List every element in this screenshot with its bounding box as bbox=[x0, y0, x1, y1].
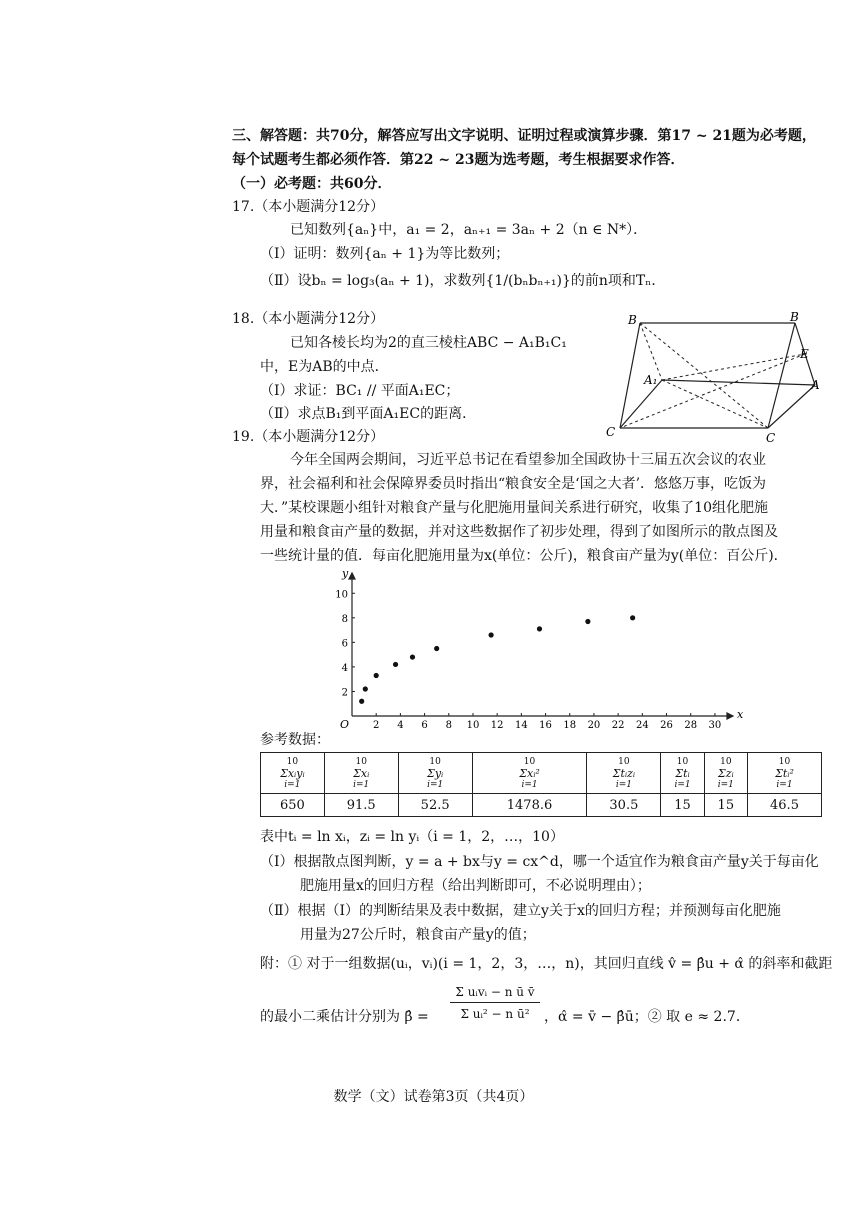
q19-part1-b: 肥施用量x的回归方程（给出判断即可，不必说明理由）； bbox=[300, 878, 651, 894]
sum-lower-limit: i=1 bbox=[674, 779, 691, 790]
q19-para-1: 今年全国两会期间，习近平总书记在看望参加全国政协十三届五次会议的农业 bbox=[290, 452, 766, 468]
x-tick-label: 24 bbox=[635, 720, 649, 731]
sum-upper-limit: 10 bbox=[523, 756, 536, 767]
reference-table bbox=[260, 752, 822, 817]
part-title: （一）必考题：共60分． bbox=[232, 176, 392, 192]
data-point bbox=[630, 615, 635, 620]
sum-expression: Σyᵢ bbox=[427, 766, 444, 780]
ref-value-cell: 1478.6 bbox=[472, 794, 587, 817]
sum-expression: Σzᵢ bbox=[717, 766, 734, 780]
x-tick-label: 26 bbox=[660, 720, 673, 731]
q19-part2-a: （Ⅱ）根据（Ⅰ）的判断结果及表中数据，建立y关于x的回归方程；并预测每亩化肥施 bbox=[260, 903, 781, 919]
q17-part2: （Ⅱ）设bₙ = log₃(aₙ + 1)，求数列{1/(bₙbₙ₊₁)}的前n项和Tₙ． bbox=[260, 273, 666, 289]
ref-header-cell bbox=[398, 753, 472, 794]
sum-expression: Σxᵢ² bbox=[519, 766, 540, 780]
ref-value-cell: 91.5 bbox=[324, 794, 398, 817]
y-axis-label: y bbox=[342, 567, 349, 580]
sum-lower-limit: i=1 bbox=[776, 779, 793, 790]
x-tick-label: 10 bbox=[466, 720, 480, 731]
x-tick-label: 16 bbox=[539, 720, 552, 731]
label-A: A bbox=[811, 378, 820, 392]
x-tick-label: 14 bbox=[514, 720, 528, 731]
data-point bbox=[393, 662, 398, 667]
x-tick-label: 6 bbox=[421, 720, 428, 731]
y-tick-label: 4 bbox=[341, 662, 348, 674]
y-tick-label: 6 bbox=[341, 638, 348, 650]
sum-expression: Σxᵢyᵢ bbox=[280, 766, 305, 780]
ref-header-cell bbox=[661, 753, 704, 794]
ref-value-cell: 650 bbox=[261, 794, 325, 817]
x-axis-label: x bbox=[737, 708, 744, 721]
x-tick-label: 12 bbox=[490, 720, 504, 731]
q18-stem-1: 已知各棱长均为2的直三棱柱ABC − A₁B₁C₁ bbox=[290, 335, 567, 351]
x-axis-arrow bbox=[727, 713, 733, 719]
x-tick-label: 30 bbox=[708, 720, 722, 731]
sum-lower-limit: i=1 bbox=[427, 779, 444, 790]
sum-upper-limit: 10 bbox=[618, 756, 630, 767]
sum-lower-limit: i=1 bbox=[717, 779, 734, 790]
data-point bbox=[585, 619, 590, 624]
sum-upper-limit: 10 bbox=[676, 756, 689, 767]
appendix-line-1: 附：① 对于一组数据(uᵢ，vᵢ)(i = 1，2，3，…，n)，其回归直线 v̂ = β̂u + α̂ 的斜率和截距 bbox=[260, 956, 833, 972]
section-title-cont: 每个试题考生都必须作答．第22 ~ 23题为选考题，考生根据要求作答． bbox=[232, 152, 685, 168]
reference-label: 参考数据： bbox=[260, 732, 330, 748]
data-point bbox=[489, 632, 494, 637]
q18-heading: 18.（本小题满分12分） bbox=[232, 311, 385, 327]
ref-header-cell bbox=[747, 753, 821, 794]
sum-lower-limit: i=1 bbox=[353, 779, 370, 790]
sum-upper-limit: 10 bbox=[355, 756, 367, 767]
sum-upper-limit: 10 bbox=[778, 756, 791, 767]
ref-header-cell bbox=[704, 753, 747, 794]
data-point bbox=[434, 646, 439, 651]
y-axis-arrow bbox=[349, 573, 355, 579]
data-point bbox=[374, 673, 379, 678]
label-C1: C bbox=[606, 425, 616, 439]
q19-para-3: 大．”某校课题小组针对粮食产量与化肥施用量间关系进行研究，收集了10组化肥施 bbox=[260, 500, 768, 516]
beta-numerator: Σ uᵢvᵢ − n ū v̄ bbox=[450, 985, 540, 1003]
q17-stem: 已知数列{aₙ}中，a₁ = 2，aₙ₊₁ = 3aₙ + 2（n ∈ N*）． bbox=[290, 222, 648, 238]
q19-part1-a: （Ⅰ）根据散点图判断，y = a + bx与y = cx^d，哪一个适宜作为粮食亩产量y关于每亩化 bbox=[260, 854, 819, 870]
data-point bbox=[359, 699, 364, 704]
ref-header-cell bbox=[261, 753, 325, 794]
reference-table-header-row bbox=[261, 753, 822, 794]
ref-header-cell bbox=[472, 753, 587, 794]
ref-value-cell: 15 bbox=[704, 794, 747, 817]
sum-lower-limit: i=1 bbox=[521, 779, 538, 790]
sum-expression: Σtᵢ² bbox=[775, 766, 794, 780]
sum-expression: Σxᵢ bbox=[353, 766, 370, 780]
y-tick-label: 2 bbox=[341, 687, 348, 699]
reference-table-value-row bbox=[261, 794, 822, 817]
q17-part1: （Ⅰ）证明：数列{aₙ + 1}为等比数列； bbox=[260, 246, 510, 262]
ref-header-cell bbox=[324, 753, 398, 794]
ref-header-cell bbox=[587, 753, 661, 794]
x-tick-label: 18 bbox=[563, 720, 577, 731]
label-A1: A₁ bbox=[644, 373, 658, 387]
table-note: 表中tᵢ = ln xᵢ，zᵢ = ln yᵢ（i = 1，2，…，10） bbox=[260, 829, 564, 845]
q19-para-4: 用量和粮食亩产量的数据，并对这些数据作了初步处理，得到了如图所示的散点图及 bbox=[260, 524, 778, 540]
ref-value-cell: 46.5 bbox=[747, 794, 821, 817]
y-tick-label: 8 bbox=[341, 613, 348, 625]
label-B1: B bbox=[628, 313, 637, 327]
q18-part1: （Ⅰ）求证：BC₁ // 平面A₁EC； bbox=[260, 383, 460, 399]
q18-stem-2: 中，E为AB的中点． bbox=[260, 359, 389, 375]
label-B: B bbox=[790, 310, 799, 324]
x-tick-label: 22 bbox=[611, 720, 625, 731]
x-tick-label: 2 bbox=[373, 720, 380, 731]
sum-upper-limit: 10 bbox=[286, 756, 299, 767]
prism-figure bbox=[600, 308, 830, 448]
q19-heading: 19.（本小题满分12分） bbox=[232, 429, 385, 445]
sum-upper-limit: 10 bbox=[720, 756, 732, 767]
ref-value-cell: 15 bbox=[661, 794, 704, 817]
beta-denominator: Σ uᵢ² − n ū² bbox=[460, 1007, 530, 1021]
q19-para-2: 界，社会福利和社会保障界委员时指出“粮食安全是‘国之大者’．悠悠万事，吃饭为 bbox=[260, 476, 767, 492]
y-tick-label: 10 bbox=[335, 589, 348, 601]
sum-lower-limit: i=1 bbox=[615, 779, 632, 790]
sum-expression: Σtᵢ bbox=[675, 766, 690, 780]
data-point bbox=[363, 686, 368, 691]
appendix-alpha: ，α̂ = v̄ − β̂ū；② 取 e ≈ 2.7． bbox=[544, 1009, 750, 1025]
q19-part2-b: 用量为27公斤时，粮食亩产量y的值； bbox=[300, 927, 536, 943]
sum-expression: Σtᵢzᵢ bbox=[612, 766, 636, 780]
sum-upper-limit: 10 bbox=[429, 756, 441, 767]
appendix-beta-label: 的最小二乘估计分别为 β̂ = bbox=[260, 1009, 429, 1025]
data-point bbox=[537, 626, 542, 631]
ref-value-cell: 30.5 bbox=[587, 794, 661, 817]
origin-label: O bbox=[340, 718, 350, 731]
q18-part2: （Ⅱ）求点B₁到平面A₁EC的距离． bbox=[260, 406, 477, 422]
section-title: 三、解答题：共70分，解答应写出文字说明、证明过程或演算步骤．第17 ~ 21题为必考题， bbox=[232, 128, 816, 144]
label-E: E bbox=[800, 347, 809, 361]
sum-lower-limit: i=1 bbox=[284, 779, 301, 790]
label-C: C bbox=[766, 431, 776, 445]
beta-fraction bbox=[450, 985, 540, 1021]
data-point bbox=[410, 654, 415, 659]
x-tick-label: 8 bbox=[445, 720, 452, 731]
x-tick-label: 20 bbox=[587, 720, 601, 731]
x-tick-label: 4 bbox=[397, 720, 404, 731]
ref-value-cell: 52.5 bbox=[398, 794, 472, 817]
q19-para-5: 一些统计量的值．每亩化肥施用量为x(单位：公斤)，粮食亩产量为y(单位：百公斤)． bbox=[260, 548, 788, 564]
q17-heading: 17.（本小题满分12分） bbox=[232, 199, 385, 215]
x-tick-label: 28 bbox=[684, 720, 698, 731]
page-footer: 数学（文）试卷第3页（共4页） bbox=[333, 1089, 534, 1105]
scatter-plot bbox=[330, 566, 744, 731]
